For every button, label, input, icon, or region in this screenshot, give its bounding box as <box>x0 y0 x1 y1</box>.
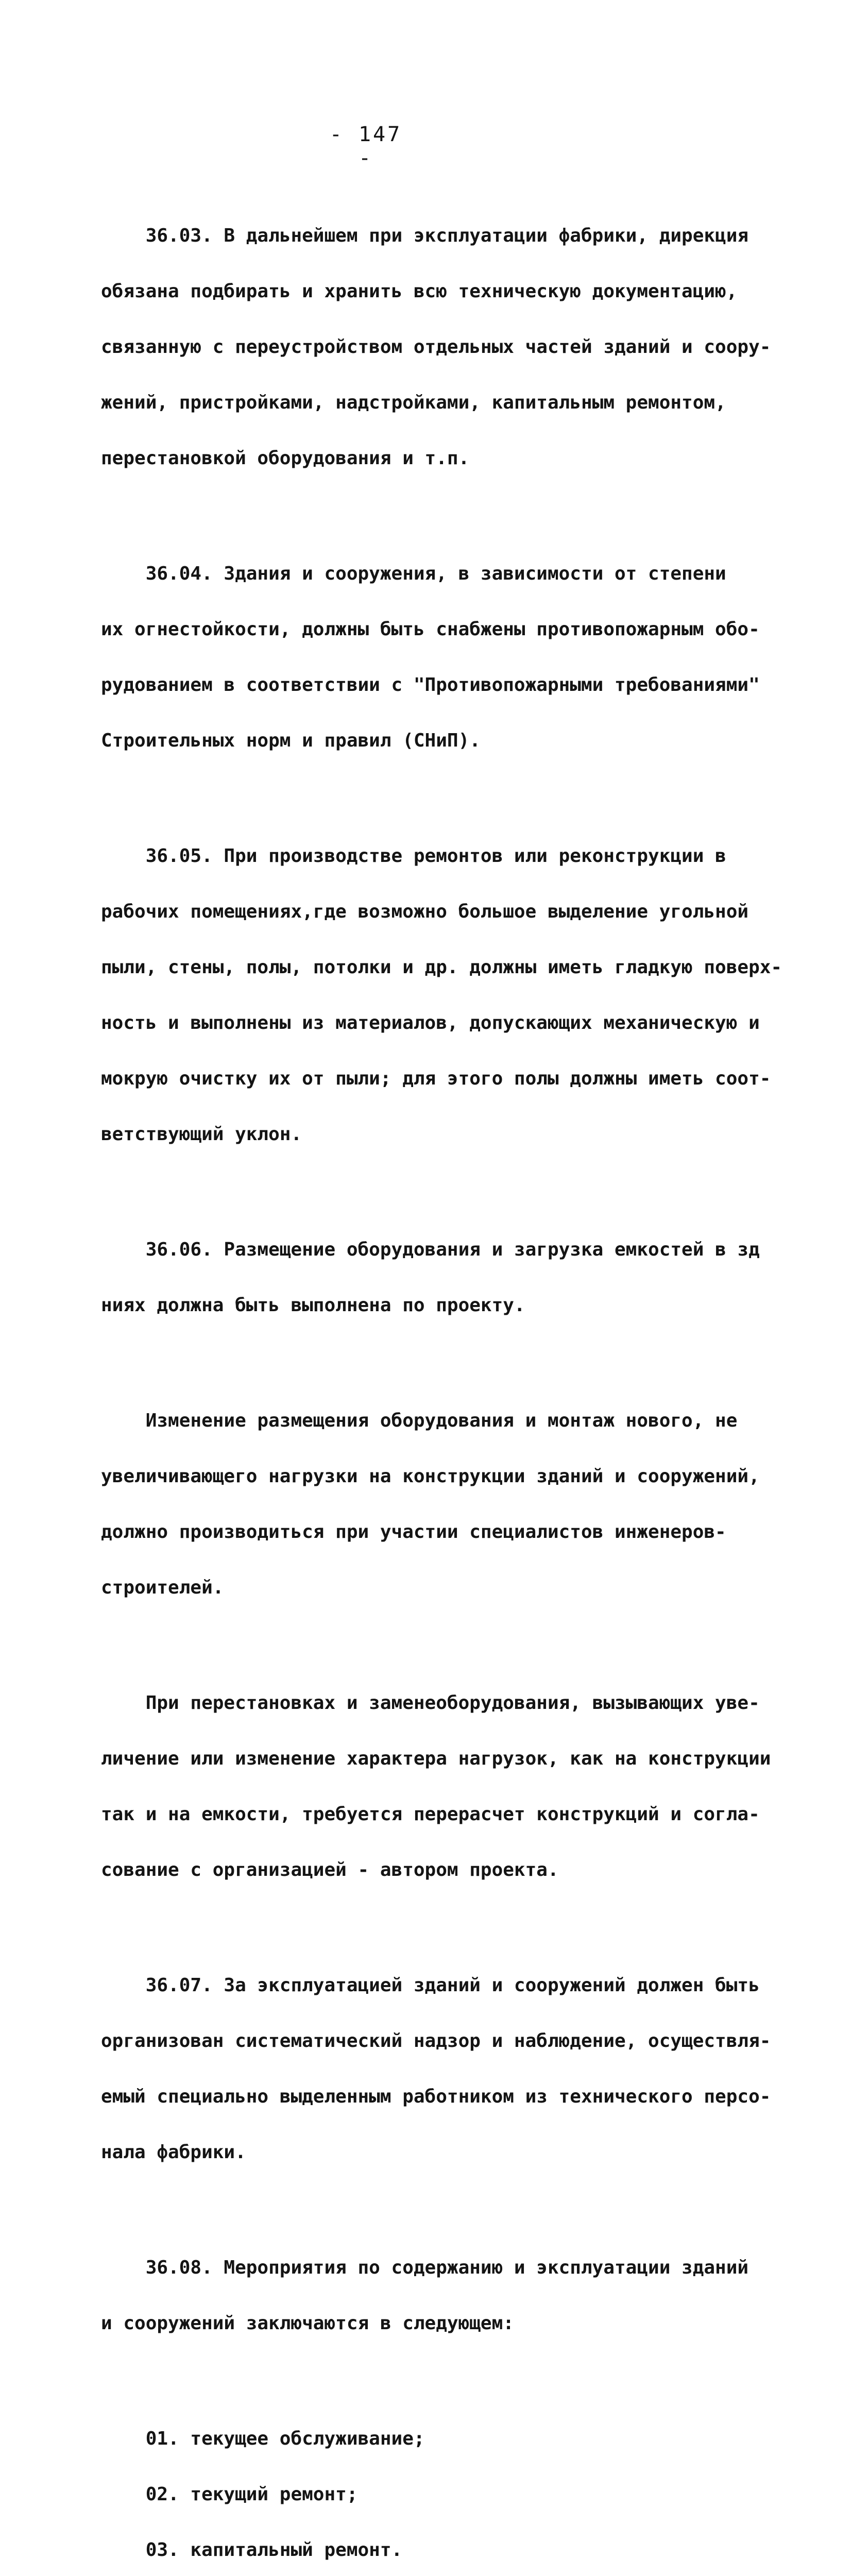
text-line: перестановкой оборудования и т.п. <box>101 448 470 469</box>
text-line: должно производиться при участии специалистов инженеров- <box>101 1521 726 1543</box>
text-line: 36.06. Размещение оборудования и загрузка емкостей в зд <box>101 1239 760 1260</box>
text-line: 36.08. Мероприятия по содержанию и эксплуатации зданий <box>101 2257 749 2278</box>
text-line: ветствующий уклон. <box>101 1124 302 1145</box>
text-line: ниях должна быть выполнена по проекту. <box>101 1295 525 1316</box>
text-line: жений, пристройками, надстройками, капитальным ремонтом, <box>101 392 726 413</box>
text-line: 36.04. Здания и сооружения, в зависимости от степени <box>101 563 726 584</box>
text-line: 36.03. В дальнейшем при эксплуатации фабрики, дирекция <box>101 225 749 246</box>
text-line: мокрую очистку их от пыли; для этого полы должны иметь соот- <box>101 1068 771 1089</box>
paragraph-36-04 <box>101 528 760 787</box>
paragraph-36-06-installation <box>101 1375 760 1634</box>
text-line: увеличивающего нагрузки на конструкции зданий и сооружений, <box>101 1466 760 1487</box>
paragraph-36-07 <box>101 1939 771 2199</box>
text-line: пыли, стены, полы, потолки и др. должны иметь гладкую поверх- <box>101 957 782 978</box>
text-line: организован систематический надзор и наблюдение, осуществля- <box>101 2030 771 2052</box>
document-body <box>101 190 782 2576</box>
paragraph-36-08-list <box>101 2393 755 2576</box>
text-line: их огнестойкости, должны быть снабжены противопожарным обо- <box>101 619 760 640</box>
text-line: Строительных норм и правил (СНиП). <box>101 730 481 751</box>
text-line: емый специально выделенным работником из технического персо- <box>101 2086 771 2107</box>
paragraph-36-05 <box>101 810 782 1181</box>
text-line: обязана подбирать и хранить всю техническую документацию, <box>101 281 738 302</box>
text-line: Изменение размещения оборудования и монтаж нового, не <box>101 1410 738 1431</box>
text-line: При перестановках и заменеоборудования, вызывающих уве- <box>101 1692 760 1714</box>
text-line: сование с организацией - автором проекта. <box>101 1859 559 1880</box>
text-line: так и на емкости, требуется перерасчет конструкций и согла- <box>101 1804 760 1825</box>
paragraph-36-06-replacement <box>101 1657 771 1917</box>
text-line: 36.07. За эксплуатацией зданий и сооружений должен быть <box>101 1975 760 1996</box>
text-line: личение или изменение характера нагрузок, как на конструкции <box>101 1748 771 1769</box>
paragraph-36-03 <box>101 190 771 505</box>
text-line: 36.05. При производстве ремонтов или реконструкции в <box>101 845 726 867</box>
text-line: рудованием в соответствии с "Противопожарными требованиями" <box>101 674 760 696</box>
page-number: - 147 - <box>329 123 402 170</box>
list-item: 01. текущее обслуживание; <box>101 2428 425 2449</box>
text-line: и сооружений заключаются в следующем: <box>101 2313 514 2334</box>
text-line: строителей. <box>101 1577 224 1598</box>
paragraph-36-06 <box>101 1204 760 1352</box>
paragraph-36-08 <box>101 2222 755 2370</box>
text-line: рабочих помещениях,где возможно большое выделение угольной <box>101 901 749 922</box>
list-item: 03. капитальный ремонт. <box>101 2539 403 2561</box>
list-item: 02. текущий ремонт; <box>101 2484 358 2505</box>
text-line: нала фабрики. <box>101 2142 246 2163</box>
text-line: связанную с переустройством отдельных частей зданий и соору- <box>101 336 771 358</box>
text-line: ность и выполнены из материалов, допускающих механическую и <box>101 1012 760 1033</box>
